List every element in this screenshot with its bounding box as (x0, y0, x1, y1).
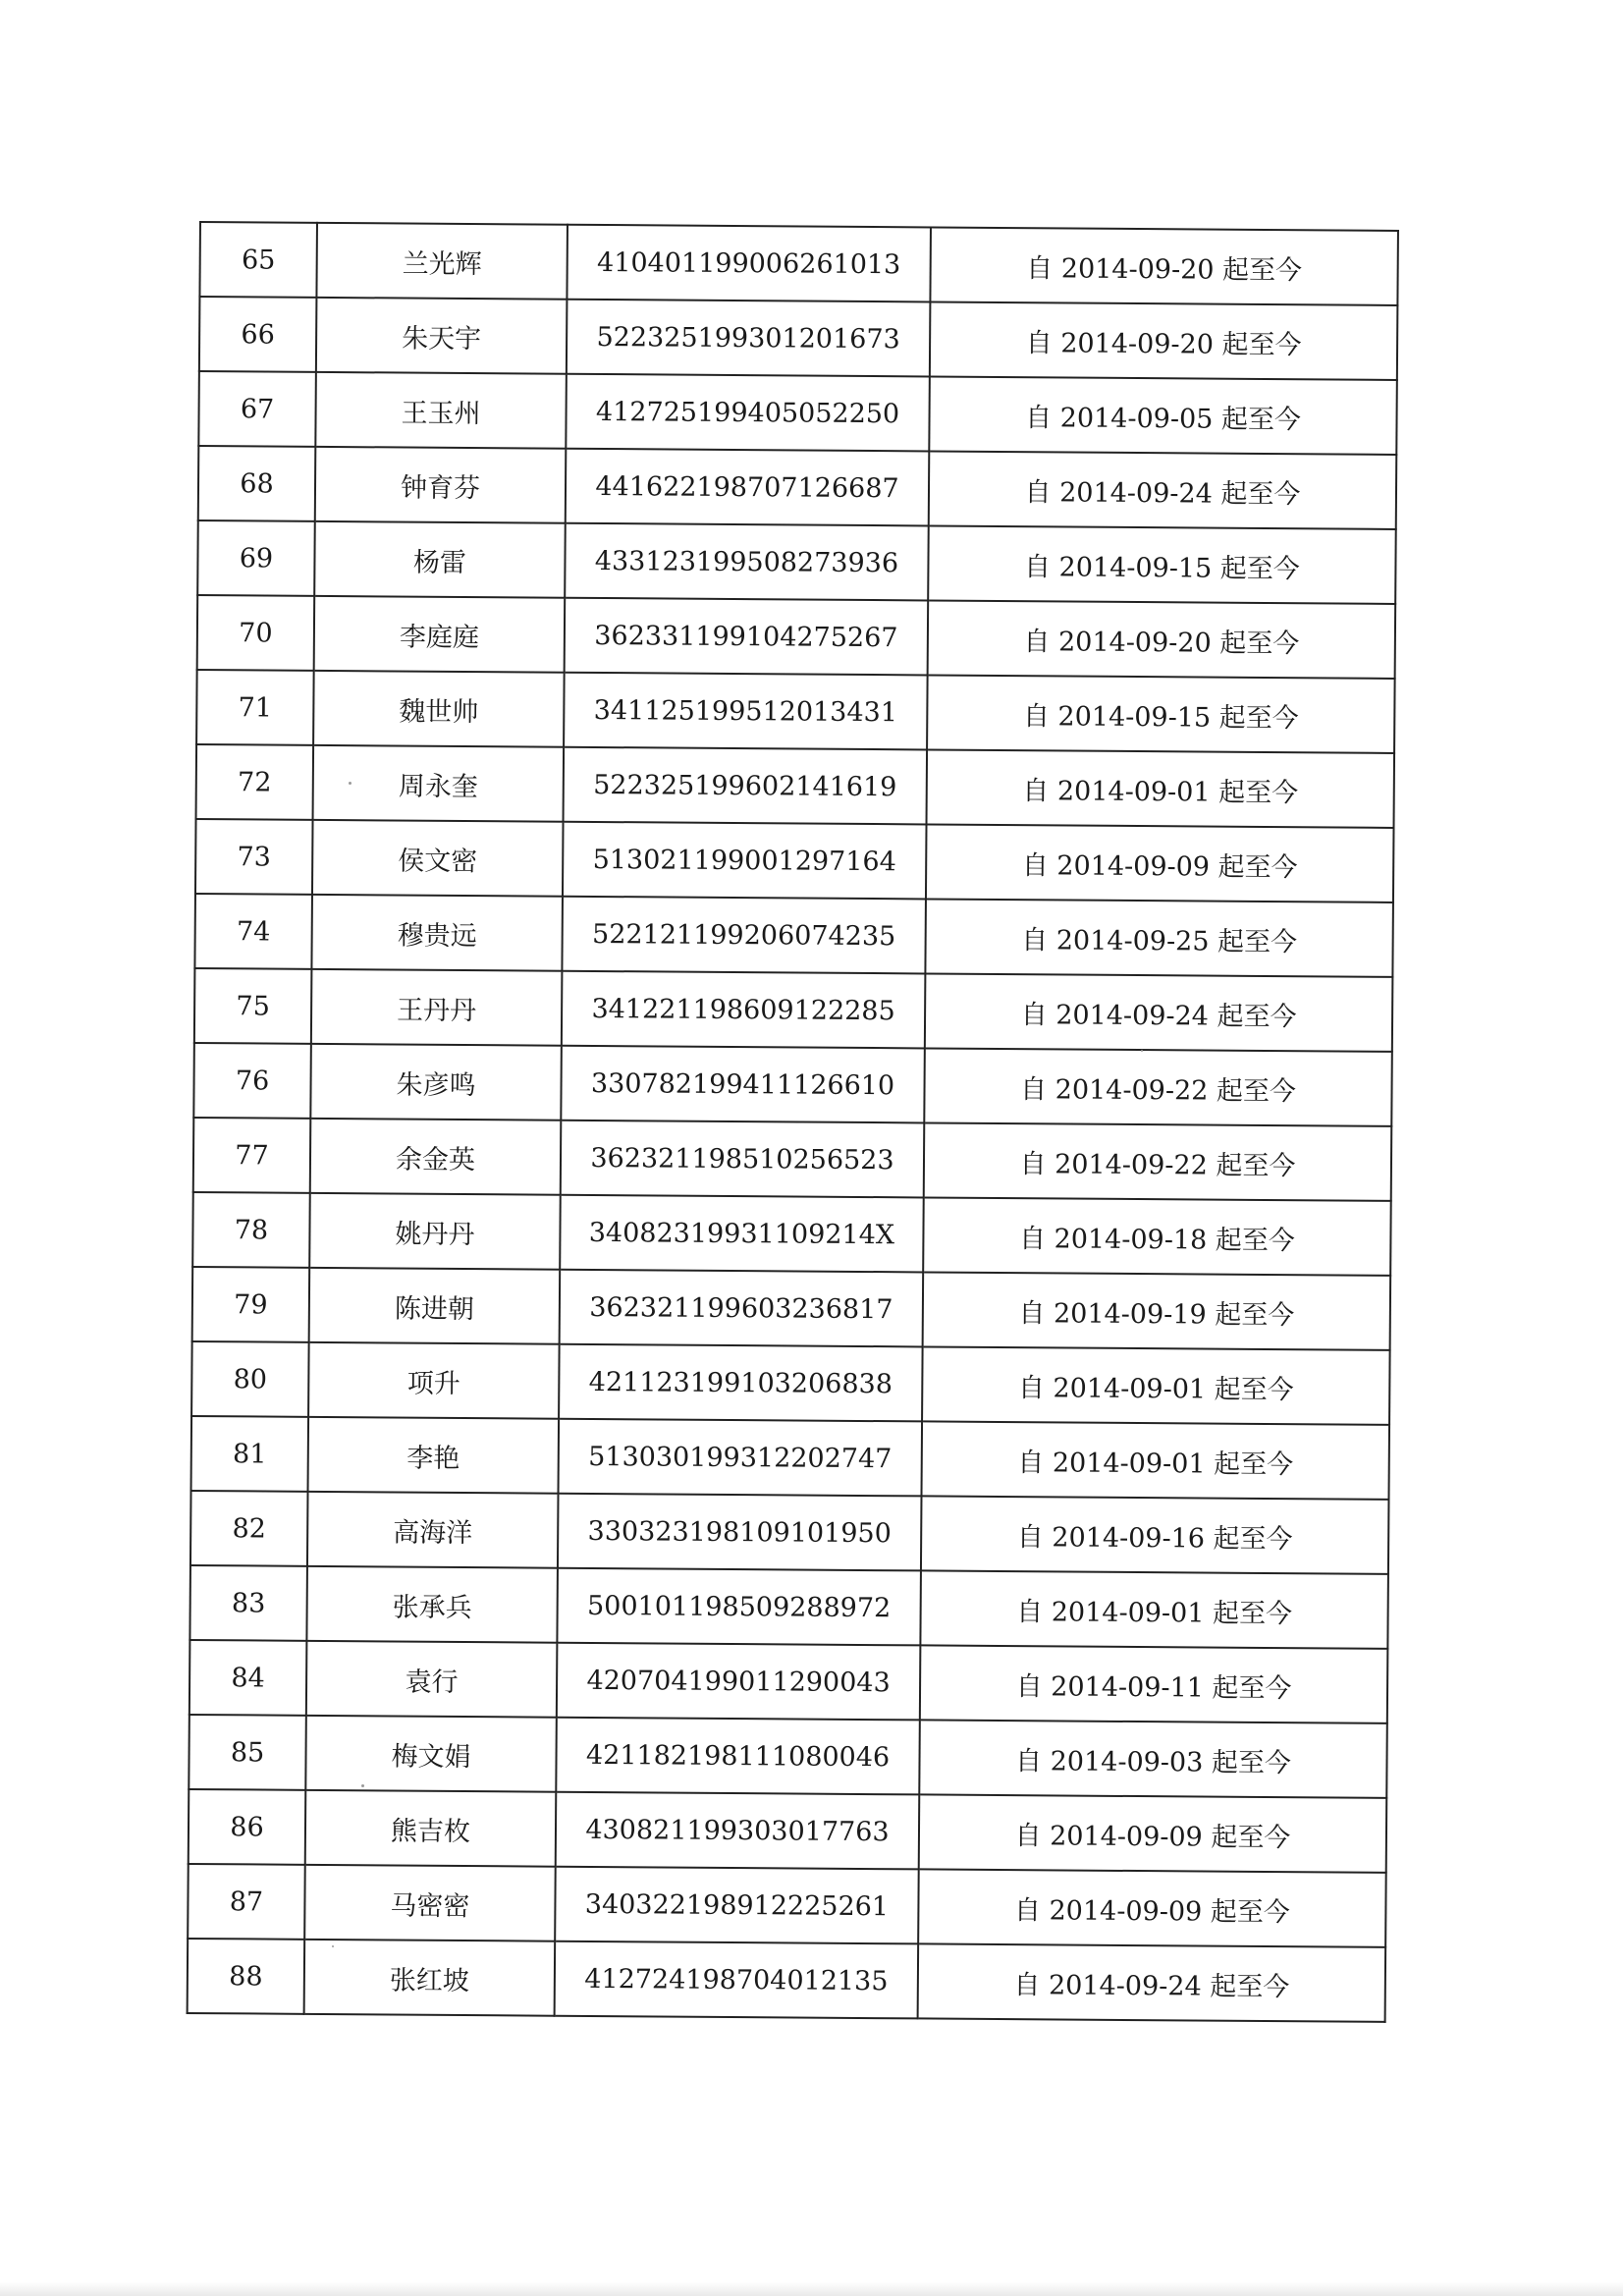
person-name: 李艳 (308, 1417, 560, 1494)
table-row (199, 222, 1398, 305)
table-row (195, 819, 1394, 902)
scan-bottom-edge (0, 2282, 1623, 2296)
id-number: 513021199001297164 (563, 822, 927, 900)
scan-speck (361, 1784, 364, 1787)
row-number: 72 (196, 744, 314, 820)
person-name: 张红坡 (304, 1940, 556, 2016)
employment-period: 自 2014-09-20 起至今 (928, 600, 1396, 678)
person-name: 梅文娟 (305, 1716, 557, 1792)
person-name: 周永奎 (313, 745, 565, 822)
person-name: 朱彦鸣 (310, 1044, 562, 1121)
person-name: 张承兵 (306, 1566, 558, 1643)
person-name: 王丹丹 (311, 969, 563, 1046)
id-number: 362321198510256523 (561, 1121, 925, 1198)
employment-period: 自 2014-09-09 起至今 (919, 1794, 1387, 1872)
employment-period: 自 2014-09-24 起至今 (918, 1943, 1386, 2021)
id-number: 340322198912225261 (555, 1867, 919, 1944)
employment-period: 自 2014-09-22 起至今 (924, 1122, 1392, 1200)
table-row (194, 968, 1393, 1052)
row-number: 88 (188, 1939, 305, 2014)
employment-period: 自 2014-09-15 起至今 (927, 675, 1395, 752)
employment-period: 自 2014-09-20 起至今 (930, 227, 1398, 304)
employment-period: 自 2014-09-01 起至今 (922, 1346, 1390, 1424)
employment-period: 自 2014-09-11 起至今 (920, 1645, 1388, 1722)
employment-period: 自 2014-09-22 起至今 (924, 1048, 1392, 1125)
id-number: 430821199303017763 (556, 1792, 920, 1870)
row-number: 73 (195, 819, 313, 895)
id-number: 500101198509288972 (557, 1568, 921, 1646)
id-number: 412724198704012135 (555, 1941, 919, 2019)
row-number: 76 (193, 1043, 311, 1119)
employment-period: 自 2014-09-09 起至今 (926, 824, 1394, 902)
row-number: 83 (189, 1565, 307, 1641)
row-number: 87 (188, 1864, 305, 1940)
row-number: 85 (189, 1715, 306, 1790)
row-number: 67 (198, 371, 316, 447)
person-name: 李庭庭 (314, 596, 566, 673)
id-number: 522325199602141619 (564, 747, 928, 825)
row-number: 70 (197, 595, 315, 671)
person-name: 熊吉枚 (305, 1790, 557, 1867)
table-row (196, 744, 1395, 828)
person-name: 穆贵远 (311, 895, 563, 971)
table-row (188, 1939, 1386, 2022)
employment-period: 自 2014-09-01 起至今 (927, 749, 1395, 827)
table-row (194, 894, 1393, 977)
employment-period: 自 2014-09-25 起至今 (925, 899, 1393, 976)
person-name: 钟育芬 (315, 447, 567, 523)
person-name: 侯文密 (312, 820, 564, 897)
id-number: 410401199006261013 (567, 225, 931, 302)
roster-table-body (188, 222, 1398, 2022)
id-number: 513030199312202747 (559, 1419, 923, 1497)
employment-period: 自 2014-09-01 起至今 (922, 1421, 1390, 1499)
employment-period: 自 2014-09-01 起至今 (920, 1570, 1388, 1648)
id-number: 421182198111080046 (556, 1718, 920, 1795)
scan-speck (349, 782, 352, 785)
employment-period: 自 2014-09-15 起至今 (928, 525, 1396, 603)
employment-period: 自 2014-09-24 起至今 (929, 451, 1397, 528)
id-number: 341221198609122285 (562, 971, 926, 1049)
employment-period: 自 2014-09-05 起至今 (929, 376, 1397, 454)
table-row (196, 670, 1395, 753)
id-number: 441622198707126687 (566, 449, 930, 526)
person-name: 陈进朝 (309, 1268, 561, 1344)
person-name: 兰光辉 (316, 223, 568, 300)
table-row (190, 1491, 1389, 1574)
row-number: 74 (194, 894, 312, 969)
employment-period: 自 2014-09-03 起至今 (919, 1720, 1387, 1797)
id-number: 421123199103206838 (559, 1344, 923, 1422)
scan-speck (332, 1945, 334, 1947)
person-name: 马密密 (304, 1865, 556, 1941)
row-number: 81 (191, 1416, 309, 1492)
table-row (188, 1864, 1386, 1947)
table-row (189, 1789, 1387, 1873)
person-name: 朱天宇 (316, 298, 568, 374)
table-row (193, 1043, 1392, 1126)
row-number: 79 (192, 1267, 310, 1342)
roster-table (187, 221, 1399, 2023)
table-row (197, 595, 1396, 679)
id-number: 362331199104275267 (565, 598, 929, 676)
id-number: 522325199301201673 (567, 300, 931, 377)
id-number: 341125199512013431 (564, 673, 928, 750)
table-row (198, 446, 1397, 529)
row-number: 68 (198, 446, 316, 521)
person-name: 姚丹丹 (309, 1193, 561, 1270)
person-name: 王玉州 (315, 372, 567, 449)
employment-period: 自 2014-09-20 起至今 (930, 301, 1398, 379)
table-row (189, 1640, 1388, 1723)
person-name: 袁行 (306, 1641, 558, 1718)
id-number: 330323198109101950 (558, 1494, 922, 1571)
scan-speck (1141, 1050, 1143, 1052)
person-name: 杨雷 (314, 521, 566, 598)
row-number: 84 (189, 1640, 307, 1716)
table-row (193, 1118, 1392, 1201)
row-number: 80 (191, 1341, 309, 1417)
table-row (189, 1565, 1388, 1649)
table-row (197, 520, 1396, 604)
id-number: 362321199603236817 (560, 1270, 924, 1347)
row-number: 77 (193, 1118, 311, 1193)
table-row (199, 297, 1398, 380)
row-number: 71 (196, 670, 314, 745)
person-name: 项升 (308, 1342, 560, 1419)
table-row (191, 1416, 1390, 1500)
row-number: 69 (197, 520, 315, 596)
row-number: 82 (190, 1491, 308, 1566)
id-number: 420704199011290043 (557, 1643, 921, 1721)
employment-period: 自 2014-09-18 起至今 (923, 1197, 1391, 1275)
employment-period: 自 2014-09-19 起至今 (923, 1272, 1391, 1349)
roster-table-wrapper (187, 221, 1397, 2023)
table-row (189, 1715, 1387, 1798)
row-number: 66 (199, 297, 317, 372)
table-row (192, 1267, 1391, 1350)
id-number: 330782199411126610 (561, 1046, 925, 1123)
employment-period: 自 2014-09-16 起至今 (921, 1496, 1389, 1573)
id-number: 412725199405052250 (566, 374, 930, 452)
person-name: 余金英 (310, 1119, 562, 1195)
row-number: 75 (194, 968, 312, 1044)
person-name: 高海洋 (307, 1492, 559, 1568)
employment-period: 自 2014-09-09 起至今 (918, 1869, 1386, 1946)
id-number: 433123199508273936 (565, 523, 929, 601)
id-number: 522121199206074235 (562, 897, 926, 974)
table-row (192, 1192, 1391, 1276)
row-number: 65 (199, 222, 317, 298)
id-number: 34082319931109214X (560, 1195, 924, 1273)
table-row (198, 371, 1397, 455)
row-number: 78 (192, 1192, 310, 1268)
employment-period: 自 2014-09-24 起至今 (925, 973, 1393, 1051)
table-row (191, 1341, 1390, 1425)
row-number: 86 (189, 1789, 306, 1865)
person-name: 魏世帅 (313, 671, 565, 747)
